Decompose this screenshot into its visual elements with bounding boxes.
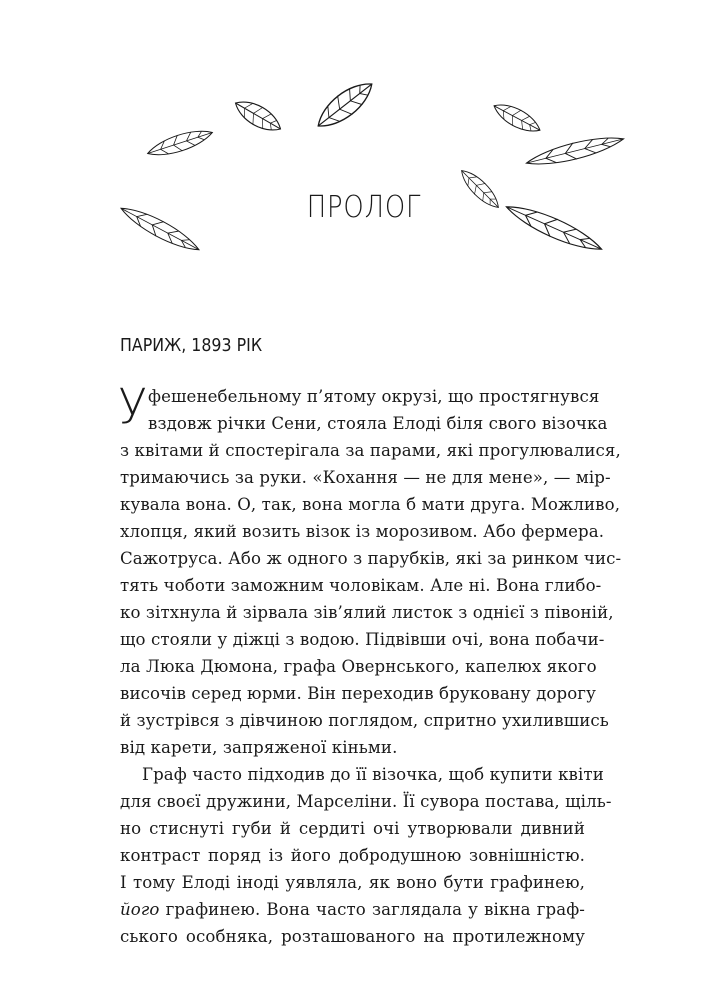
- leaf-icon: [311, 75, 379, 136]
- chapter-title: ПРОЛОГ: [306, 190, 422, 225]
- text-line: І тому Елоді іноді уявляла, як воно бути графинею,: [120, 873, 585, 892]
- text-line: ського особняка, розташованого на протилежному: [120, 927, 585, 946]
- leaf-icon: [230, 94, 285, 138]
- text-line: тримаючись за руки. «Кохання — не для мене», — мір-: [120, 468, 611, 487]
- drop-cap: У: [118, 379, 148, 435]
- leaf-icon: [145, 125, 215, 162]
- body-text: [118, 379, 622, 950]
- text-line: від карети, запряженої кіньми.: [120, 738, 398, 757]
- text-line: з квітами й спостерігала за парами, які прогулювалися,: [120, 441, 621, 460]
- text-line: хлопця, який возить візок із морозивом. Або фермера.: [120, 522, 605, 541]
- text-line: й зустрівся з дівчиною поглядом, спритно ухилившись: [120, 711, 609, 730]
- chapter-subtitle: ПАРИЖ, 1893 РІК: [120, 335, 263, 356]
- text-span: графинею. Вона часто заглядала у вікна граф-: [159, 900, 585, 919]
- leaf-icon: [524, 131, 625, 171]
- text-line: що стояли у діжці з водою. Підвівши очі, вона побачи-: [120, 630, 605, 649]
- text-line: [120, 896, 585, 923]
- text-line: височів серед юрми. Він переходив бруковану дорогу: [120, 684, 596, 703]
- text-line: Сажотруса. Або ж одного з парубків, які за ринком чис-: [120, 549, 622, 568]
- leaf-icon: [490, 98, 544, 138]
- text-line: фешенебельному п’ятому окрузі, що простягнувся: [148, 387, 600, 406]
- paragraph-2: [120, 761, 612, 950]
- text-line: вздовж річки Сени, стояла Елоді біля свого візочка: [148, 414, 608, 433]
- text-line: тять чоботи заможним чоловікам. Але ні. Вона глибо-: [120, 576, 602, 595]
- paragraph-1: [118, 379, 622, 761]
- text-line: для своєї дружини, Марселіни. Її сувора постава, щіль-: [120, 792, 612, 811]
- text-line: Граф часто підходив до її візочка, щоб купити квіти: [142, 765, 604, 784]
- leaf-decoration: [0, 0, 728, 300]
- italic-word: його: [120, 900, 160, 919]
- text-line: ко зітхнула й зірвала зів’ялий листок з однієї з півоній,: [120, 603, 614, 622]
- text-line: кувала вона. О, так, вона могла б мати друга. Можливо,: [120, 495, 621, 514]
- text-line: но стиснуті губи й сердиті очі утворювали дивний: [120, 819, 585, 838]
- text-line: ла Люка Дюмона, графа Овернського, капелюх якого: [120, 657, 597, 676]
- text-line: контраст поряд із його добродушною зовнішністю.: [120, 846, 585, 865]
